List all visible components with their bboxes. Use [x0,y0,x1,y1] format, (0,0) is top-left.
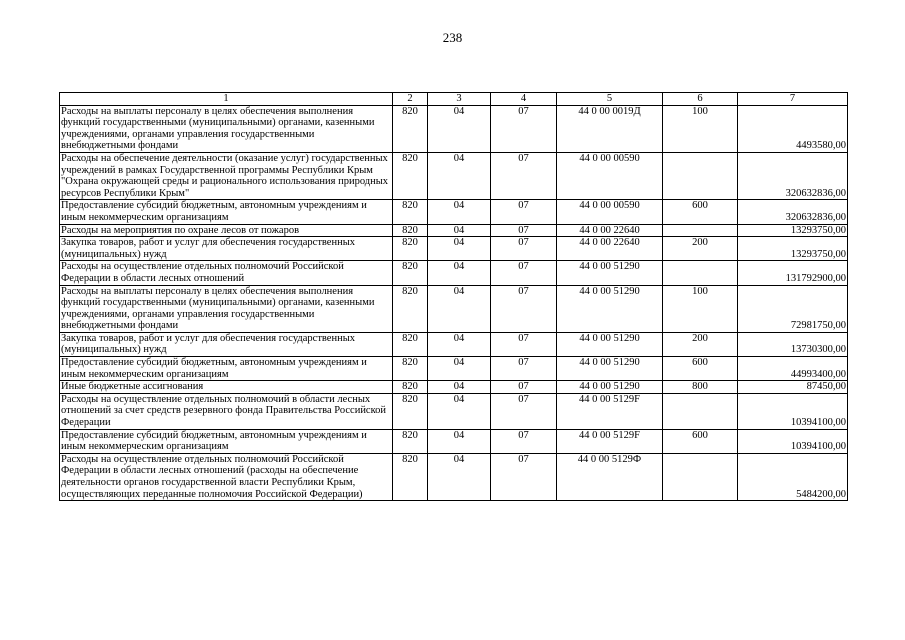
expense-name-cell: Закупка товаров, работ и услуг для обеспечения государственных (муниципальных) нужд [60,332,393,356]
amount-cell: 10394100,00 [738,429,848,453]
section-code-cell: 04 [428,200,491,224]
page-number: 238 [442,30,463,45]
column-header: 6 [663,93,738,106]
amount-cell: 320632836,00 [738,152,848,199]
target-article-cell: 44 0 00 51290 [557,285,663,332]
section-code-cell: 04 [428,381,491,394]
expense-type-cell [663,261,738,285]
ministry-code-cell: 820 [393,285,428,332]
table-row [60,224,848,237]
target-article-cell: 44 0 00 00590 [557,152,663,199]
target-article-cell: 44 0 00 00590 [557,200,663,224]
expense-name-cell: Иные бюджетные ассигнования [60,381,393,394]
amount-cell: 44993400,00 [738,357,848,381]
target-article-cell: 44 0 00 22640 [557,237,663,261]
subsection-code-cell: 07 [491,152,557,199]
table-row [60,357,848,381]
ministry-code-cell: 820 [393,261,428,285]
expense-type-cell [663,453,738,500]
expense-name-cell: Закупка товаров, работ и услуг для обеспечения государственных (муниципальных) нужд [60,237,393,261]
expense-name-cell: Расходы на осуществление отдельных полномочий Российской Федерации в области лесных отношений (расходы на обеспечение деятельности органов государственной власти Республики Крым, осуществляющих переданные полномочия Российской Федерации) [60,453,393,500]
expense-name-cell: Расходы на осуществление отдельных полномочий Российской Федерации в области лесных отношений [60,261,393,285]
expense-type-cell: 200 [663,332,738,356]
amount-cell: 10394100,00 [738,393,848,429]
column-header: 2 [393,93,428,106]
expense-type-cell: 100 [663,285,738,332]
amount-cell: 131792900,00 [738,261,848,285]
subsection-code-cell: 07 [491,224,557,237]
amount-cell: 87450,00 [738,381,848,394]
ministry-code-cell: 820 [393,393,428,429]
table-row [60,285,848,332]
ministry-code-cell: 820 [393,332,428,356]
section-code-cell: 04 [428,357,491,381]
expense-type-cell: 600 [663,357,738,381]
section-code-cell: 04 [428,237,491,261]
table-row [60,453,848,500]
target-article-cell: 44 0 00 5129F [557,429,663,453]
section-code-cell: 04 [428,224,491,237]
section-code-cell: 04 [428,261,491,285]
expense-type-cell [663,152,738,199]
table-row [60,105,848,152]
amount-cell: 320632836,00 [738,200,848,224]
column-header: 3 [428,93,491,106]
column-header: 4 [491,93,557,106]
amount-cell: 13730300,00 [738,332,848,356]
ministry-code-cell: 820 [393,105,428,152]
table-row [60,429,848,453]
expense-name-cell: Предоставление субсидий бюджетным, автономным учреждениям и иным некоммерческим организациям [60,200,393,224]
ministry-code-cell: 820 [393,357,428,381]
expense-type-cell: 600 [663,429,738,453]
expense-type-cell: 600 [663,200,738,224]
ministry-code-cell: 820 [393,381,428,394]
subsection-code-cell: 07 [491,285,557,332]
expense-type-cell: 200 [663,237,738,261]
expense-name-cell: Расходы на мероприятия по охране лесов от пожаров [60,224,393,237]
subsection-code-cell: 07 [491,332,557,356]
table-row [60,381,848,394]
amount-cell: 13293750,00 [738,224,848,237]
amount-cell: 72981750,00 [738,285,848,332]
target-article-cell: 44 0 00 0019Д [557,105,663,152]
section-code-cell: 04 [428,285,491,332]
section-code-cell: 04 [428,429,491,453]
ministry-code-cell: 820 [393,152,428,199]
budget-table [59,92,848,501]
expense-name-cell: Расходы на осуществление отдельных полномочий в области лесных отношений за счет средств резервного фонда Правительства Российской Федерации [60,393,393,429]
target-article-cell: 44 0 00 51290 [557,357,663,381]
table-row [60,237,848,261]
subsection-code-cell: 07 [491,393,557,429]
ministry-code-cell: 820 [393,429,428,453]
section-code-cell: 04 [428,393,491,429]
expense-type-cell [663,224,738,237]
expense-name-cell: Предоставление субсидий бюджетным, автономным учреждениям и иным некоммерческим организациям [60,357,393,381]
subsection-code-cell: 07 [491,237,557,261]
subsection-code-cell: 07 [491,105,557,152]
subsection-code-cell: 07 [491,357,557,381]
target-article-cell: 44 0 00 51290 [557,381,663,394]
ministry-code-cell: 820 [393,224,428,237]
target-article-cell: 44 0 00 22640 [557,224,663,237]
ministry-code-cell: 820 [393,200,428,224]
ministry-code-cell: 820 [393,237,428,261]
expense-name-cell: Расходы на выплаты персоналу в целях обеспечения выполнения функций государственными (муниципальными) органами, казенными учреждениями, органами управления государственными внебюджетными фондами [60,285,393,332]
amount-cell: 4493580,00 [738,105,848,152]
ministry-code-cell: 820 [393,453,428,500]
table-row [60,393,848,429]
target-article-cell: 44 0 00 51290 [557,261,663,285]
expense-type-cell: 800 [663,381,738,394]
column-header: 5 [557,93,663,106]
expense-name-cell: Расходы на обеспечение деятельности (оказание услуг) государственных учреждений в рамках Государственной программы Республики Крым "Охрана окружающей среды и рационального использования природных ресурсов Республики Крым" [60,152,393,199]
section-code-cell: 04 [428,152,491,199]
section-code-cell: 04 [428,332,491,356]
amount-cell: 13293750,00 [738,237,848,261]
subsection-code-cell: 07 [491,453,557,500]
subsection-code-cell: 07 [491,429,557,453]
expense-type-cell [663,393,738,429]
subsection-code-cell: 07 [491,261,557,285]
amount-cell: 5484200,00 [738,453,848,500]
section-code-cell: 04 [428,105,491,152]
table-row [60,200,848,224]
table-row [60,152,848,199]
target-article-cell: 44 0 00 5129Ф [557,453,663,500]
target-article-cell: 44 0 00 51290 [557,332,663,356]
expense-name-cell: Предоставление субсидий бюджетным, автономным учреждениям и иным некоммерческим организациям [60,429,393,453]
target-article-cell: 44 0 00 5129F [557,393,663,429]
column-header: 7 [738,93,848,106]
column-header: 1 [60,93,393,106]
expense-type-cell: 100 [663,105,738,152]
header-row [60,93,848,106]
subsection-code-cell: 07 [491,381,557,394]
section-code-cell: 04 [428,453,491,500]
table-row [60,261,848,285]
subsection-code-cell: 07 [491,200,557,224]
expense-name-cell: Расходы на выплаты персоналу в целях обеспечения выполнения функций государственными (муниципальными) органами, казенными учреждениями, органами управления государственными внебюджетными фондами [60,105,393,152]
table-row [60,332,848,356]
